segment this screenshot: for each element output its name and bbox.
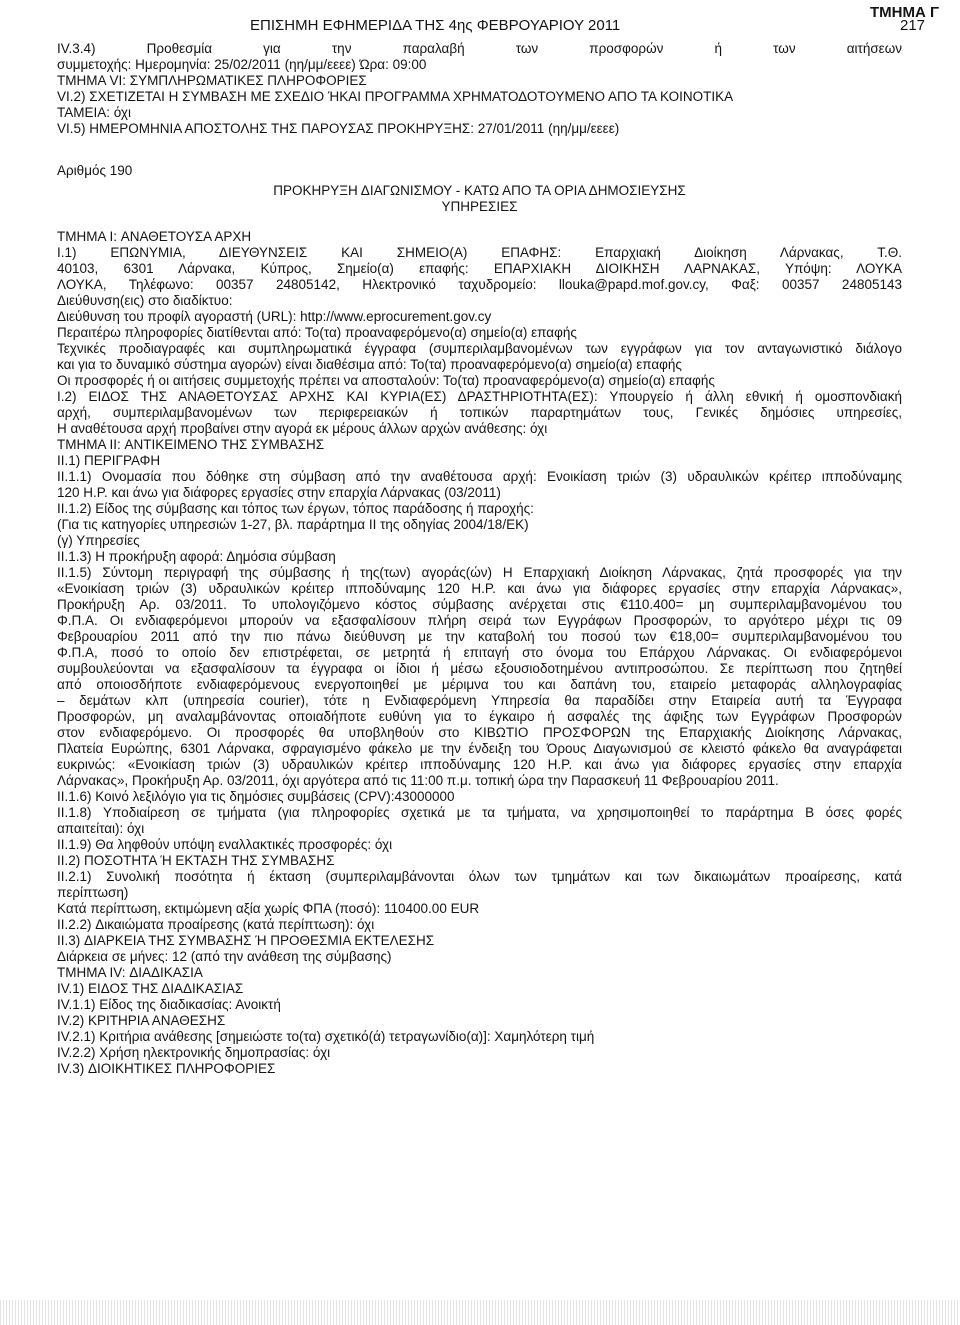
text-line: II.1) ΠΕΡΙΓΡΑΦΗ [57,453,161,468]
notice-number: Αριθμός 190 [57,163,133,178]
text-line: ευκρινώς: «Ενοικίαση τριών (3) υδραυλικών κρέιτερ ιπποδύναμης 120 Η.Ρ. και άνω για διάφορες εργασίες στην επαρχία [57,757,902,772]
text-line: από οποιοσδήποτε ενδιαφερόμενους ενεργοποιηθεί με μέριμνα του και δαπάνη του, εταιρείο μεταφοράς αλληλογραφίας [57,677,902,692]
text-line: Περαιτέρω πληροφορίες διατίθενται από: Το(τα) προαναφερόμενο(α) σημείο(α) επαφής [57,325,577,340]
text-line: IV.1) ΕΙΔΟΣ ΤΗΣ ΔΙΑΔΙΚΑΣΙΑΣ [57,981,244,996]
text-line: Φ.Π.Α, ποσό το οποίο δεν επιστρέφεται, σε μετρητά ή επιταγή στο όνομα του Επάρχου Λάρνακας. Οι ενδιαφερόμενοι [57,645,902,660]
text-line: περίπτωση) [57,885,129,900]
document-body [57,41,902,1077]
text-line: II.1.2) Είδος της σύμβασης και τόπος των έργων, τόπος παράδοσης ή παροχής: [57,501,534,516]
text-line: και για το δυναμικό σύστημα αγορών) είναι διαθέσιμα από: Το(τα) προαναφερόμενο(α) σημείο(α) επαφής [57,357,682,372]
text-line: II.3) ΔΙΑΡΚΕΙΑ ΤΗΣ ΣΥΜΒΑΣΗΣ Ή ΠΡΟΘΕΣΜΙΑ ΕΚΤΕΛΕΣΗΣ [57,933,435,948]
text-line: ΤΜΗΜΑ IV: ΔΙΑΔΙΚΑΣΙΑ [57,965,203,980]
text-line: IV.3) ΔΙΟΙΚΗΤΙΚΕΣ ΠΛΗΡΟΦΟΡΙΕΣ [57,1061,276,1076]
notice-category: ΥΠΗΡΕΣΙΕΣ [441,199,518,214]
text-line: 40103, 6301 Λάρνακα, Κύπρος, Σημείο(α) επαφής: ΕΠΑΡΧΙΑΚΗ ΔΙΟΙΚΗΣΗ ΛΑΡΝΑΚΑΣ, Υπόψη: ΛΟΥΚΑ [57,261,902,276]
text-line: (Για τις κατηγορίες υπηρεσιών 1-27, βλ. παράρτημα II της οδηγίας 2004/18/ΕΚ) [57,517,529,532]
section-label: ΤΜΗΜΑ Γ [870,4,940,21]
text-line: II.2) ΠΟΣΟΤΗΤΑ Ή ΕΚΤΑΣΗ ΤΗΣ ΣΥΜΒΑΣΗΣ [57,853,335,868]
text-line: VI.5) ΗΜΕΡΟΜΗΝΙΑ ΑΠΟΣΤΟΛΗΣ ΤΗΣ ΠΑΡΟΥΣΑΣ ΠΡΟΚΗΡΥΞΗΣ: 27/01/2011 (ηη/μμ/εεεε) [57,121,620,136]
text-line: αρχή, συμπεριλαμβανομένων των περιφερειακών ή τοπικών παραρτημάτων τους, Γενικές δημόσιες υπηρεσίες, [57,405,902,420]
text-line: IV.2.1) Κριτήρια ανάθεσης [σημειώστε το(τα) σχετικό(ά) τετραγωνίδιο(α)]: Χαμηλότερη τιμή [57,1029,595,1044]
text-line: Οι προσφορές ή οι αιτήσεις συμμετοχής πρέπει να αποσταλούν: Το(τα) προαναφερόμενο(α) σημείο(α) επαφής [57,373,715,388]
text-line: II.1.1) Ονομασία που δόθηκε στη σύμβαση από την αναθέτουσα αρχή: Ενοικίαση τριών (3) υδραυλικών κρέιτερ ιπποδύναμης [57,469,902,484]
text-line: στον ενδιαφερόμενο. Οι προσφορές θα υποβληθούν στο ΚΙΒΩΤΙΟ ΠΡΟΣΦΟΡΩΝ της Επαρχιακής Διοίκησης Λάρνακας, [57,725,902,740]
text-line: II.1.5) Σύντομη περιγραφή της σύμβασης ή της(των) αγοράς(ών) Η Επαρχιακή Διοίκηση Λάρνακας, ζητά προσφορές για την [57,565,902,580]
text-line: II.1.9) Θα ληφθούν υπόψη εναλλακτικές προσφορές: όχι [57,837,393,852]
text-line: Προκήρυξη Αρ. 03/2011. Το υπολογιζόμενο κόστος σύμβασης ανέρχεται στις €110.400= μη συμπεριλαμβανομένου του [57,597,902,612]
text-line: Πλατεία Ευρώπης, 6301 Λάρνακα, σφραγισμένο φάκελο με την ένδειξη του Όρους Διαγωνισμού σε κλειστό φάκελο θα αναγράφεται [57,741,902,756]
text-line: απαιτείται): όχι [57,821,145,836]
text-line: IV.1.1) Είδος της διαδικασίας: Ανοικτή [57,997,281,1012]
scan-edge [0,1300,960,1325]
text-line: συμβουλεύονται να εξασφαλίσουν τα έγγραφα οι ίδιοι ή μέσω εξουσιοδοτημένου αντιπροσώπου. Σε περίπτωση που ζητηθεί [57,661,902,676]
text-line: IV.2) ΚΡΙΤΗΡΙΑ ΑΝΑΘΕΣΗΣ [57,1013,226,1028]
text-line: Η αναθέτουσα αρχή προβαίνει στην αγορά εκ μέρους άλλων αρχών ανάθεσης: όχι [57,421,548,436]
text-line: «Ενοικίαση τριών (3) υδραυλικών κρέιτερ ιπποδύναμης 120 Η.Ρ. και άνω για διάφορες εργασίες στην επαρχία Λάρνακας», [57,581,902,596]
text-line: συμμετοχής: Ημερομηνία: 25/02/2011 (ηη/μμ/εεεε) Ώρα: 09:00 [57,57,427,72]
notice-title: ΠΡΟΚΗΡΥΞΗ ΔΙΑΓΩΝΙΣΜΟΥ - ΚΑΤΩ ΑΠΟ ΤΑ ΟΡΙΑ ΔΗΜΟΣΙΕΥΣΗΣ [273,183,686,198]
text-line: Λάρνακας», Προκήρυξη Αρ. 03/2011, όχι αργότερα από τις 11:00 π.μ. τοπική ώρα την Παρασκευή 11 Φεβρουαρίου 2011. [57,773,779,788]
text-line: 120 Η.Ρ. και άνω για διάφορες εργασίες στην επαρχία Λάρνακας (03/2011) [57,485,501,500]
text-line: Φ.Π.Α. Οι ενδιαφερόμενοι μπορούν να εξασφαλίσουν πλήρη σειρά των Εγγράφων Προσφορών, το αργότερο μέχρι τις 09 [57,613,902,628]
text-line: Τεχνικές προδιαγραφές και συμπληρωματικά έγγραφα (συμπεριλαμβανομένων των εγγράφων για τον ανταγωνιστικό διάλογο [57,341,902,356]
text-line: II.1.3) Η προκήρυξη αφορά: Δημόσια σύμβαση [57,549,336,564]
text-line: Διεύθυνση(εις) στο διαδίκτυο: [57,293,233,308]
text-line: (γ) Υπηρεσίες [57,533,140,548]
page-number: 217 [900,17,926,34]
text-line: ΤΜΗΜΑ II: ΑΝΤΙΚΕΙΜΕΝΟ ΤΗΣ ΣΥΜΒΑΣΗΣ [57,437,325,452]
text-line: ΤΜΗΜΑ I: ΑΝΑΘΕΤΟΥΣΑ ΑΡΧΗ [57,229,252,244]
text-line: ΛΟΥΚΑ, Τηλέφωνο: 00357 24805142, Ηλεκτρονικό ταχυδρομείο: llouka@papd.mof.gov.cy, Φαξ: 00357 24805143 [57,277,902,292]
text-line: IV.3.4) Προθεσμία για την παραλαβή των προσφορών ή των αιτήσεων [57,41,902,56]
text-line: ΤΜΗΜΑ VI: ΣΥΜΠΛΗΡΩΜΑΤΙΚΕΣ ΠΛΗΡΟΦΟΡΙΕΣ [57,73,367,88]
text-line: II.2.2) Δικαιώματα προαίρεσης (κατά περίπτωση): όχι [57,917,375,932]
text-line: Κατά περίπτωση, εκτιμώμενη αξία χωρίς ΦΠΑ (ποσό): 110400.00 EUR [57,901,480,916]
gazette-title: ΕΠΙΣΗΜΗ ΕΦΗΜΕΡΙΔΑ ΤΗΣ 4ης ΦΕΒΡΟΥΑΡΙΟΥ 2011 [250,17,621,34]
text-line: Προσφορών, μη αναλαμβάνοντας οποιαδήποτε ευθύνη για το έγκαιρο ή ασφαλές της άφιξης των Εγγράφων Προσφορών [57,709,902,724]
notice-text [57,229,902,1077]
text-line: Φεβρουαρίου 2011 από την πιο πάνω διεύθυνση με την καταβολή του ποσού των €18,00= συμπεριλαμβανομένου του [57,629,902,644]
text-line: VI.2) ΣΧΕΤΙΖΕΤΑΙ Η ΣΥΜΒΑΣΗ ΜΕ ΣΧΕΔΙΟ ΉΚΑΙ ΠΡΟΓΡΑΜΜΑ ΧΡΗΜΑΤΟΔΟΤΟΥΜΕΝΟ ΑΠΟ ΤΑ ΚΟΙΝΟΤΙΚΑ [57,89,734,104]
text-line: II.1.8) Υποδιαίρεση σε τμήματα (για πληροφορίες σχετικά με τα τμήματα, να χρησιμοποιηθεί το παράρτημα Β όσες φορές [57,805,902,820]
text-line: Διάρκεια σε μήνες: 12 (από την ανάθεση της σύμβασης) [57,949,392,964]
text-line: I.2) ΕΙΔΟΣ ΤΗΣ ΑΝΑΘΕΤΟΥΣΑΣ ΑΡΧΗΣ ΚΑΙ ΚΥΡΙΑ(ΕΣ) ΔΡΑΣΤΗΡΙΟΤΗΤΑ(ΕΣ): Υπουργείο ή άλλη εθνική ή ομοσπονδιακή [57,389,902,404]
text-line: – δεμάτων κλπ (υπηρεσία courier), τότε η Ενδιαφερόμενη Υπηρεσία θα παραδίδει στην Εταιρεία αυτή τα Έγγραφα [57,693,902,708]
text-line: I.1) ΕΠΩΝΥΜΙΑ, ΔΙΕΥΘΥΝΣΕΙΣ ΚΑΙ ΣΗΜΕΙΟ(Α) ΕΠΑΦΗΣ: Επαρχιακή Διοίκηση Λάρνακας, Τ.Θ. [57,245,902,260]
text-line: II.2.1) Συνολική ποσότητα ή έκταση (συμπεριλαμβάνονται όλων των τμημάτων και των δικαιωμάτων προαίρεσης, κατά [57,869,902,884]
text-line: Διεύθυνση του προφίλ αγοραστή (URL): http://www.eprocurement.gov.cy [57,309,492,324]
text-line: IV.2.2) Χρήση ηλεκτρονικής δημοπρασίας: όχι [57,1045,331,1060]
text-line: II.1.6) Κοινό λεξιλόγιο για τις δημόσιες συμβάσεις (CPV):43000000 [57,789,455,804]
text-line: ΤΑΜΕΙΑ: όχι [57,105,131,120]
